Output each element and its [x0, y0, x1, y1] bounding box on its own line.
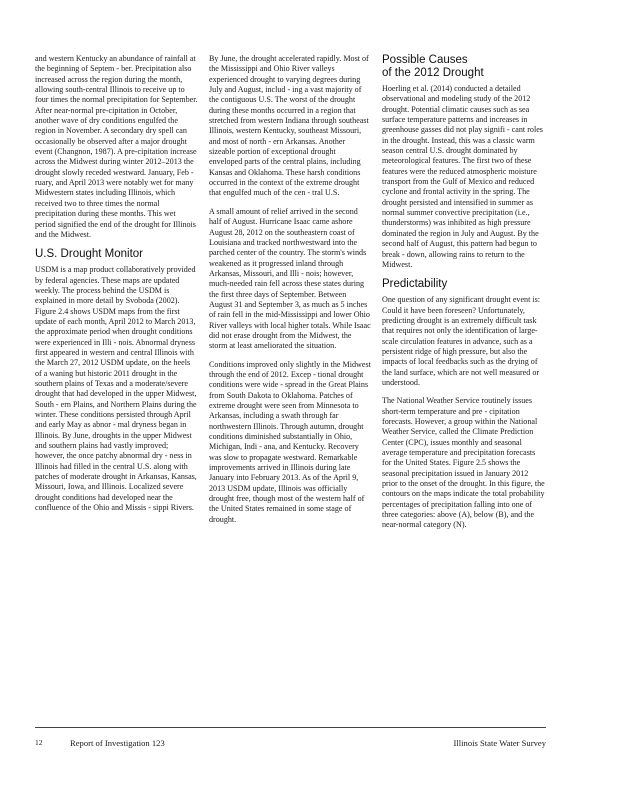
survey-name: Illinois State Water Survey — [453, 738, 546, 748]
paragraph: Conditions improved only slightly in the Midwest through the end of 2012. Excep - tional drought conditions were wide - spread in the Great Plains from South Dakota to Oklahoma. Patches of extreme drought were seen from Minnesota to Arkansas, including a swath through far northwestern Illinois. Through autumn, drought conditions diminished substantially in Ohio, Michigan, Indi - ana, and Kentucky. Recovery was slow to propagate westward. Remarkable improvements arrived in Illinois during late January into February 2013. As of the April 9, 2013 USDM update, Illinois was officially drought free, though most of the western half of the United States remained in some stage of drought. — [209, 359, 371, 524]
column-right — [382, 54, 546, 539]
footer-divider — [35, 727, 546, 728]
paragraph: The National Weather Service routinely issues short-term temperature and pre - cipitation forecasts. However, a group within the National Weather Service, called the Climate Prediction Center (CPC), issues monthly and seasonal average temperature and precipitation forecasts for the United States. Figure 2.5 shows the seasonal precipitation issued in January 2012 prior to the onset of the drought. In this figure, the contours on the maps indicate the total probability percentages of precipitation falling into one of three categories: above (A), below (B), and the near-normal category (N). — [382, 396, 545, 530]
paragraph: One question of any significant drought event is: Could it have been foreseen? Unfortunately, predicting drought is an extremely difficult task that requires not only the identification of large-scale circulation features in advance, such as a persistent ridge of high pressure, but also the impacts of local feedbacks such as the drying of the land surface, which are not well measured or understood. — [382, 295, 541, 387]
column-left — [35, 54, 198, 521]
paragraph: By June, the drought accelerated rapidly. Most of the Mississippi and Ohio River valleys experienced drought to varying degrees during July and August, includ - ing a vast majority of the contiguous U.S. The worst of the drought during these months occurred in a region that stretched from western Indiana through southeast Illinois, western Kentucky, southeast Missouri, and most of north - ern Arkansas. Another sizeable portion of exceptional drought enveloped parts of the central plains, including Kansas and Oklahoma. These harsh conditions occurred in the context of the extreme drought that engulfed much of the cen - tral U.S. — [209, 54, 369, 198]
heading-line: Possible Causes — [382, 54, 468, 66]
section-heading-possible-causes — [382, 54, 546, 80]
paragraph: and western Kentucky an abundance of rainfall at the beginning of Septem - ber. Precipitation also increased across the region during the month, allowing south-central Illinois to receive up to four times the normal precipitation for September. After near-normal pre-cipitation in October, another wave of dry conditions engulfed the region in November. A secondary dry spell can occasionally be observed after a major drought event (Changnon, 1987). A pre-cipitation increase across the Midwest during winter 2012–2013 the drought slowly receded westward. January, Feb - ruary, and April 2013 were notably wet for many Midwestern states including Illinois, which received two to three times the normal precipitation during these months. This wet period signified the end of the drought for Illinois and the Midwest. — [35, 54, 198, 239]
page-number: 12 — [35, 738, 43, 747]
paragraph: A small amount of relief arrived in the second half of August. Hurricane Isaac came ashore August 28, 2012 on the southeastern coast of Louisiana and tracked northwestward into the parched center of the country. The storm's winds weakened as it progressed inland through Arkansas, Missouri, and Illi - nois; however, much-needed rain fell across these states during the first three days of September. Between August 31 and September 3, as much as 5 inches of rain fell in the mid-Mississippi and lower Ohio River valleys with local higher totals. While Isaac did not erase drought from the Midwest, the storm at least ameliorated the situation. — [209, 206, 371, 351]
paragraph: USDM is a map product collaboratively provided by federal agencies. These maps are updated weekly. The process behind the USDM is explained in more detail by Svoboda (2002). Figure 2.4 shows USDM maps from the first update of each month, April 2012 to March 2013, the approximate period when drought conditions were experienced in Illi - nois. Abnormal dryness first appeared in western and central Illinois with the March 27, 2012 USDM update, on the heels of a waning but historic 2011 drought in the southern plains of Texas and a moderate/severe drought that had developed in the upper Midwest, South - ern Plains, and Northern Plains during the winter. These conditions persisted through April and early May as abnor - mal dryness began in Illinois. By June, droughts in the upper Midwest and southern plains had vastly improved; however, the once patchy abnormal dry - ness in Illinois had filled in the central U.S. along with patches of moderate drought in Arkansas, Kansas, Missouri, Iowa, and Illinois. Localized severe drought conditions had developed near the confluence of the Ohio and Missis - sippi Rivers. — [35, 265, 197, 513]
section-heading-predictability: Predictability — [382, 278, 448, 291]
heading-line: of the 2012 Drought — [382, 67, 484, 79]
report-title: Report of Investigation 123 — [70, 738, 165, 748]
section-heading-us-drought-monitor: U.S. Drought Monitor — [35, 248, 144, 261]
paragraph: Hoerling et al. (2014) conducted a detailed observational and modeling study of the 2012 drought. Potential climatic causes such as sea surface temperature patterns and increases in greenhouse gasses did not play signifi - cant roles in the drought. Instead, this was a classic warm season central U.S. drought dominated by meteorological features. The first two of these features were the reduced atmospheric moisture transport from the Gulf of Mexico and reduced cyclone and frontal activity in the spring. The drought persisted and intensified in summer as normal summer convective precipitation (i.e., thunderstorms) was inhibited as high pressure dominated the region in July and August. By the second half of August, this pattern had begun to break - down, allowing rains to return to the Midwest. — [382, 84, 543, 269]
column-middle — [209, 54, 371, 533]
